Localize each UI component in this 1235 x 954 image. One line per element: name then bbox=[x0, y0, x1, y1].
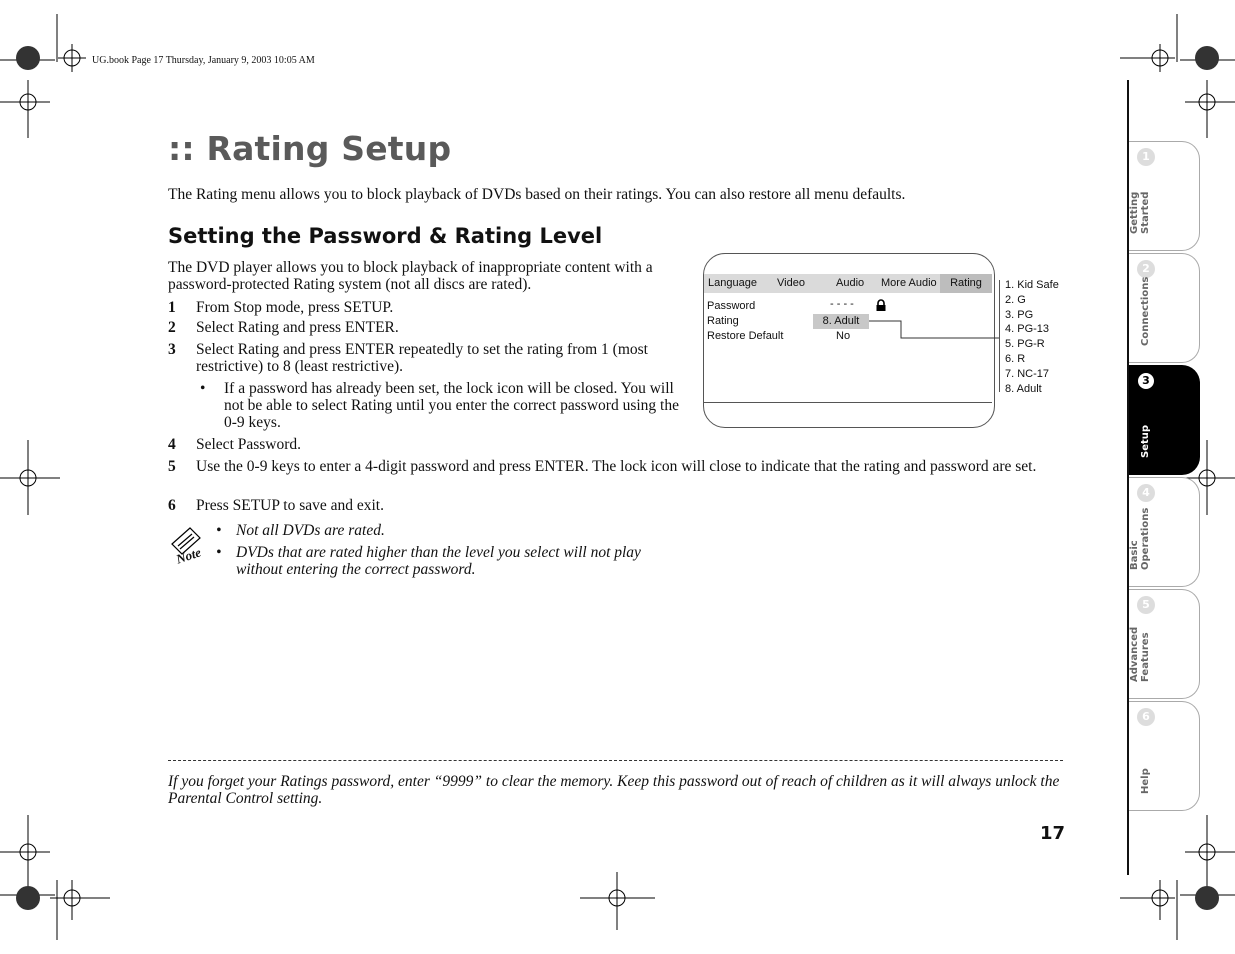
rating-option: 5. PG-R bbox=[1005, 338, 1045, 351]
tab-number-badge: 3 bbox=[1137, 372, 1155, 390]
step-number: 1 bbox=[168, 299, 176, 316]
rating-option: 1. Kid Safe bbox=[1005, 279, 1059, 291]
page-title: :: Rating Setup bbox=[168, 129, 452, 168]
tab-number-badge: 6 bbox=[1137, 708, 1155, 726]
step-number: 3 bbox=[168, 341, 176, 358]
footnote-divider bbox=[168, 760, 1063, 761]
tab-number-badge: 1 bbox=[1137, 148, 1155, 166]
tab-label: Basic Operations bbox=[1129, 507, 1151, 570]
step-text: Use the 0-9 keys to enter a 4-digit password and press ENTER. The lock icon will close to indicate that the rating and password are set. bbox=[196, 458, 1037, 475]
menu-item-video: Video bbox=[777, 277, 805, 289]
footnote: If you forget your Ratings password, enter “9999” to clear the memory. Keep this password out of reach of children as it will always unlock the Parental Control setting. bbox=[168, 773, 1060, 807]
step-text: From Stop mode, press SETUP. bbox=[196, 299, 394, 316]
book-page-header: UG.book Page 17 Thursday, January 9, 2003 10:05 AM bbox=[92, 55, 315, 66]
screen-row-label: Rating bbox=[707, 315, 739, 327]
step-text: Select Password. bbox=[196, 436, 302, 453]
step-text: Select Rating and press ENTER. bbox=[196, 319, 399, 336]
tab-connections[interactable] bbox=[1129, 253, 1200, 363]
rating-option: 8. Adult bbox=[1005, 382, 1042, 395]
tab-label: Help bbox=[1140, 768, 1151, 794]
note-bullet-1: Not all DVDs are rated. bbox=[236, 522, 385, 539]
intro-paragraph: The Rating menu allows you to block playback of DVDs based on their ratings. You can also restore all menu defaults. bbox=[168, 186, 906, 203]
callout-connector bbox=[869, 318, 1001, 342]
rating-option: 7. NC-17 bbox=[1005, 367, 1050, 380]
screen-row-label: Restore Default bbox=[707, 330, 784, 342]
rating-option: 3. PG bbox=[1005, 308, 1034, 321]
section-heading: Setting the Password & Rating Level bbox=[168, 224, 603, 248]
screen-row-value: - - - - bbox=[830, 298, 854, 310]
screen-menu-bar bbox=[704, 274, 992, 293]
menu-item-language: Language bbox=[708, 277, 757, 289]
tab-advanced-features[interactable] bbox=[1129, 589, 1200, 699]
step-text: Select Rating and press ENTER repeatedly to set the rating from 1 (most restrictive) to 8 (least restrictive). bbox=[196, 341, 648, 375]
menu-item-rating: Rating bbox=[940, 274, 992, 293]
tab-label: Connections bbox=[1140, 276, 1151, 346]
note-label: Note bbox=[174, 544, 203, 567]
sub-bullet-marker: • bbox=[200, 380, 206, 397]
tab-number-badge: 2 bbox=[1137, 260, 1155, 278]
rating-option: 4. PG-13 bbox=[1005, 323, 1050, 336]
rating-option: 6. R bbox=[1005, 352, 1026, 365]
tab-basic-operations[interactable] bbox=[1129, 477, 1200, 587]
rating-option: 2. G bbox=[1005, 293, 1026, 306]
step-number: 6 bbox=[168, 497, 176, 514]
tab-number-badge: 4 bbox=[1137, 484, 1155, 502]
tab-number-badge: 5 bbox=[1137, 596, 1155, 614]
tab-help[interactable] bbox=[1129, 701, 1200, 811]
note-bullet-marker: • bbox=[216, 522, 222, 539]
page-number: 17 bbox=[1040, 823, 1066, 844]
menu-item-audio: Audio bbox=[836, 277, 865, 289]
lock-icon bbox=[875, 299, 887, 312]
screen-row-label: Password bbox=[707, 300, 756, 312]
step-number: 2 bbox=[168, 319, 176, 336]
tab-label: Getting Started bbox=[1129, 191, 1151, 234]
screen-row-value: No bbox=[836, 330, 851, 342]
tab-setup[interactable] bbox=[1129, 365, 1200, 475]
screen-bottom-divider bbox=[704, 402, 992, 403]
tab-label: Advanced Features bbox=[1129, 626, 1151, 682]
tab-getting-started[interactable] bbox=[1129, 141, 1200, 251]
section-paragraph: The DVD player allows you to block playback of inappropriate content with a password-protected Rating system (not all discs are rated). bbox=[168, 259, 653, 293]
step-text: Press SETUP to save and exit. bbox=[196, 497, 384, 514]
screen-row-value: 8. Adult bbox=[813, 314, 869, 329]
note-bullet-2: DVDs that are rated higher than the level you select will not play without entering the correct password. bbox=[236, 544, 641, 578]
menu-item-more-audio: More Audio bbox=[881, 277, 937, 289]
step-number: 4 bbox=[168, 436, 176, 453]
step-number: 5 bbox=[168, 458, 176, 475]
sub-bullet-text: If a password has already been set, the lock icon will be closed. You will not be able to select Rating until you enter the correct password using the 0-9 keys. bbox=[224, 380, 679, 431]
options-bracket bbox=[999, 280, 1000, 392]
rating-options-list bbox=[1005, 278, 1059, 396]
tab-label: Setup bbox=[1140, 424, 1151, 458]
note-bullet-marker: • bbox=[216, 544, 222, 561]
